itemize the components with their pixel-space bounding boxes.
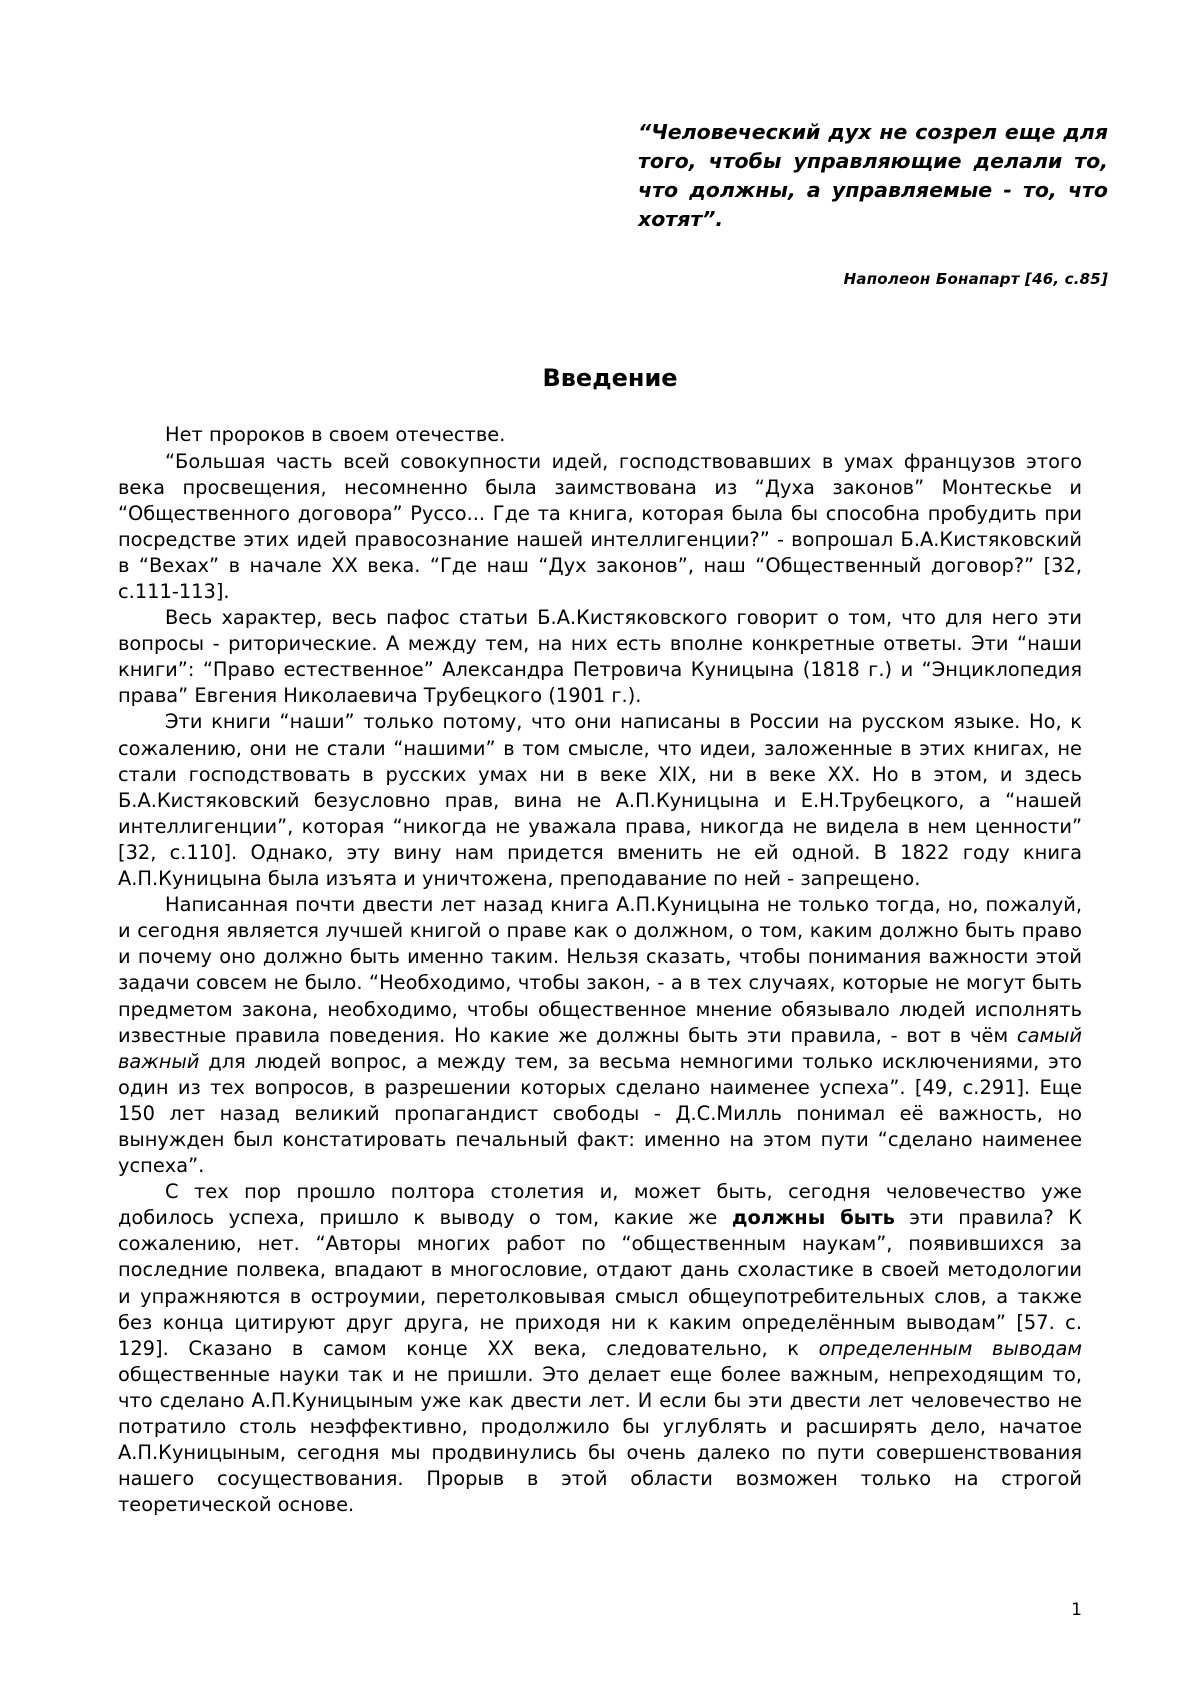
epigraph-quote: “Человеческий дух не созрел еще для того, чтобы управляющие делали то, что должны, а управляемые - то, что хотят”. <box>638 120 1108 232</box>
paragraph-6-lead: С тех пор прошло полтора столетия и, может быть, сегодня человечество уже добилось успеха, пришло к выводу о том, какие же <box>118 1180 1082 1230</box>
page-number: 1 <box>1071 1600 1082 1620</box>
paragraph-6-middle: эти правила? К сожалению, нет. “Авторы многих работ по “общественным наукам”, появившихся за последние полвека, впадают в многословие, отдают дань схоластике в своей методологии и упражняются в остроумии, перетолковывая смысл общеупотребительных слов, а также без конца цитируют друг друга, не приходя ни к каким определённым выводам” [57. с. 129]. Сказано в самом конце XX века, следовательно, к <box>118 1206 1082 1360</box>
paragraph-5 <box>118 892 1082 1179</box>
paragraph-4: Эти книги “наши” только потому, что они написаны в России на русском языке. Но, к сожалению, они не стали “нашими” в том смысле, что идеи, заложенные в этих книгах, не стали господствовать в русских умах ни в веке XIX, ни в веке XX. Но в этом, и здесь Б.А.Кистяковский безусловно прав, вина не А.П.Куницына и Е.Н.Трубецкого, а “нашей интеллигенции”, которая “никогда не уважала права, никогда не видела в нем ценности” [32, с.110]. Однако, эту вину нам придется вменить не ей одной. В 1822 году книга А.П.Куницына была изъята и уничтожена, преподавание по ней - запрещено. <box>118 710 1082 891</box>
paragraph-5-tail: для людей вопрос, а между тем, за весьма немногими только исключениями, это один из тех вопросов, в разрешении которых сделано наименее успеха”. [49, с.291]. Еще 150 лет назад великий пропагандист свободы - Д.С.Милль понимал её важность, но вынужден был констатировать печальный факт: именно на этом пути “сделано наименее успеха”. <box>118 1049 1082 1178</box>
page-title: Введение <box>542 364 678 393</box>
body-text <box>118 422 1082 1518</box>
paragraph-6-emphasis: определенным выводам <box>818 1336 1082 1360</box>
paragraph-2: “Большая часть всей совокупности идей, господствовавших в умах французов этого века просвещения, несомненно была заимствована из “Духа законов” Монтескье и “Общественного договора” Руссо... Где та книга, которая была бы способна пробудить при посредстве этих идей правосознание нашей интеллигенции?” - вопрошал Б.А.Кистяковский в “Вехах” в начале XX века. “Где наш “Дух законов”, наш “Общественный договор?” [32, с.111-113]. <box>118 449 1082 603</box>
paragraph-5-emphasis: самый важный <box>118 1023 1082 1073</box>
paragraph-6-strong: должны быть <box>731 1206 895 1230</box>
epigraph-source: Наполеон Бонапарт [46, с.85] <box>843 270 1108 289</box>
paragraph-3: Весь характер, весь пафос статьи Б.А.Кистяковского говорит о том, что для него эти вопросы - риторические. А между тем, на них есть вполне конкретные ответы. Эти “наши книги”: “Право естественное” Александра Петровича Куницына (1818 г.) и “Энциклопедия права” Евгения Николаевича Трубецкого (1901 г.). <box>118 606 1082 708</box>
paragraph-5-lead: Написанная почти двести лет назад книга А.П.Куницына не только тогда, но, пожалуй, и сегодня является лучшей книгой о праве как о должном, о том, каким должно быть право и почему оно должно быть именно таким. Нельзя сказать, чтобы понимания важности этой задачи совсем не было. “Необходимо, чтобы закон, - а в тех случаях, которые не могут быть предметом закона, необходимо, чтобы общественное мнение обязывало людей исполнять известные правила поведения. Но какие же должны быть эти правила, - вот в чём <box>118 893 1082 1047</box>
paragraph-1: Нет пророков в своем отечестве. <box>165 423 506 447</box>
paragraph-6 <box>118 1179 1082 1518</box>
paragraph-6-tail: общественные науки так и не пришли. Это делает еще более важным, непреходящим то, что сделано А.П.Куницыным уже как двести лет. И если бы эти двести лет человечество не потратило столь неэффективно, продолжило бы углублять и расширять дело, начатое А.П.Куницыным, сегодня мы продвинулись бы очень далеко по пути совершенствования нашего сосуществования. Прорыв в этой области возможен только на строгой теоретической основе. <box>118 1362 1082 1517</box>
